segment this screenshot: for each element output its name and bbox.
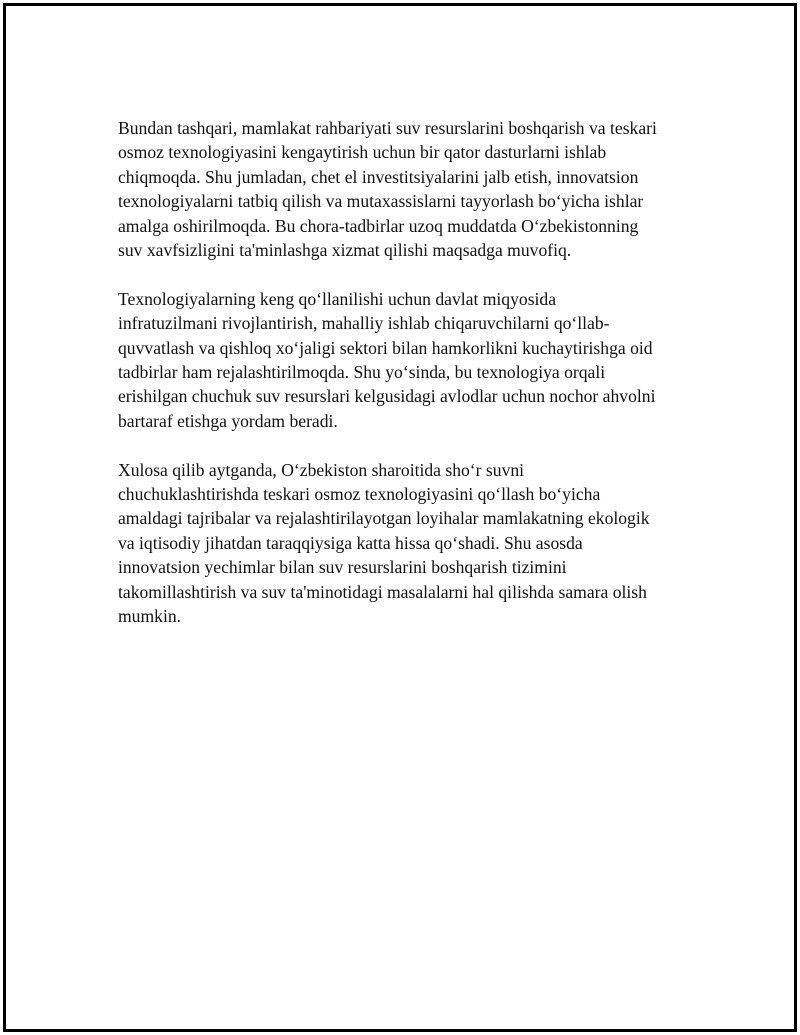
text-line: Xulosa qilib aytganda, O‘zbekiston sharoitida sho‘r suvni (118, 459, 525, 480)
text-line: mumkin. (118, 606, 182, 627)
text-line: Bundan tashqari, mamlakat rahbariyati suv resurslarini boshqarish va teskari (118, 118, 657, 138)
paragraph-3 (118, 458, 690, 629)
text-line: suv xavfsizligini ta'minlashga xizmat qilishi maqsadga muvofiq. (118, 240, 572, 261)
text-line: Texnologiyalarning keng qo‘llanilishi uchun davlat miqyosida (118, 288, 557, 309)
text-line: takomillashtirish va suv ta'minotidagi masalalarni hal qilishda samara olish (118, 581, 647, 602)
text-line: chuchuklashtirishda teskari osmoz texnologiyasini qo‘llash bo‘yicha (118, 484, 601, 505)
text-line: chiqmoqda. Shu jumladan, chet el investitsiyalarini jalb etish, innovatsion (118, 166, 639, 187)
text-line: erishilgan chuchuk suv resurslari kelgusidagi avlodlar uchun nochor ahvolni (118, 386, 656, 407)
text-line: va iqtisodiy jihatdan taraqqiysiga katta hissa qo‘shadi. Shu asosda (118, 532, 583, 553)
text-line: texnologiyalarni tatbiq qilish va mutaxassislarni tayyorlash bo‘yicha ishlar (118, 191, 644, 212)
text-line: tadbirlar ham rejalashtirilmoqda. Shu yo‘sinda, bu texnologiya orqali (118, 362, 606, 383)
text-line: infratuzilmani rivojlantirish, mahalliy ishlab chiqaruvchilarni qo‘llab- (118, 313, 610, 334)
text-line: osmoz texnologiyasini kengaytirish uchun bir qator dasturlarni ishlab (118, 142, 607, 163)
text-line: amaldagi tajribalar va rejalashtirilayotgan loyihalar mamlakatning ekologik (118, 508, 650, 529)
text-line: bartaraf etishga yordam beradi. (118, 410, 338, 431)
paragraph-1 (118, 116, 690, 262)
text-line: innovatsion yechimlar bilan suv resurslarini boshqarish tizimini (118, 557, 567, 578)
text-line: quvvatlash va qishloq xo‘jaligi sektori bilan hamkorlikni kuchaytirishga oid (118, 337, 653, 358)
paragraph-2 (118, 287, 690, 433)
text-line: amalga oshirilmoqda. Bu chora-tadbirlar uzoq muddatda O‘zbekistonning (118, 215, 639, 236)
document-body (118, 116, 690, 653)
